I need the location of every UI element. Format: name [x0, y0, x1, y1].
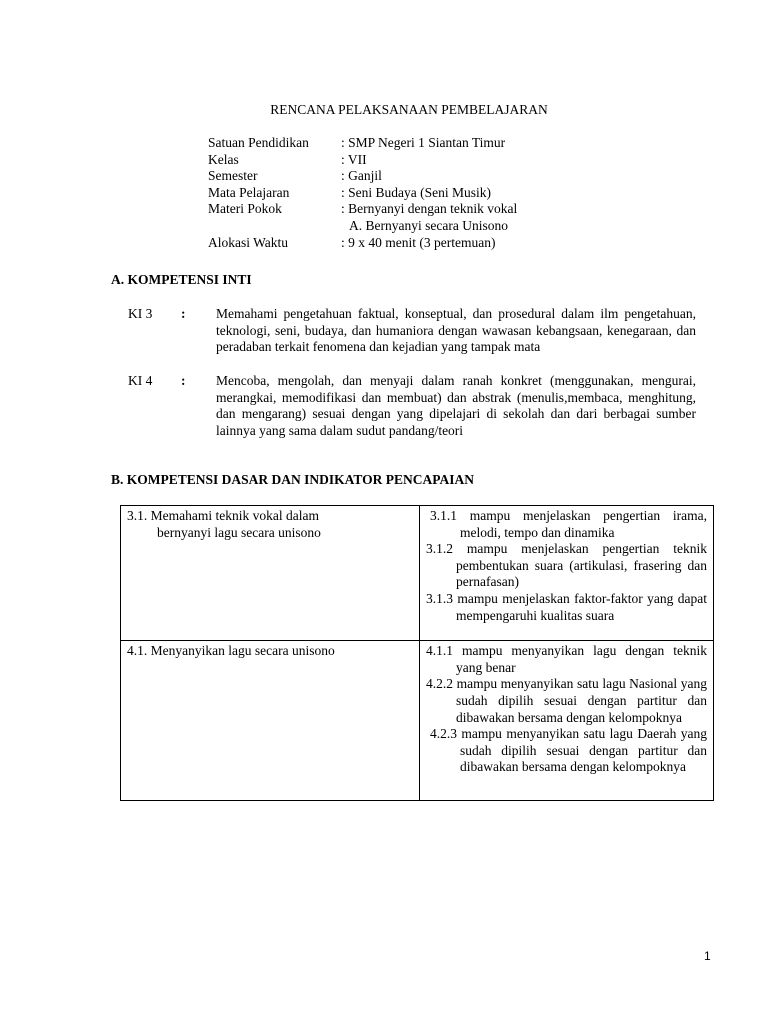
- section-a-heading: A. KOMPETENSI INTI: [111, 272, 252, 287]
- kd-text-cont: bernyanyi lagu secara unisono: [157, 524, 321, 540]
- info-row-semester: [208, 168, 517, 185]
- kd-cell: [121, 641, 420, 801]
- info-value: : Bernyanyi dengan teknik vokal: [341, 201, 518, 217]
- ki3-colon: :: [181, 306, 186, 321]
- indicator-item: 4.2.2 mampu menyanyikan satu lagu Nasional yang sudah dipilih sesuai dengan partitur dan dibawakan bersama dengan kelompoknya: [426, 676, 707, 725]
- info-label: Satuan Pendidikan: [208, 135, 309, 150]
- indicator-item: 4.1.1 mampu menyanyikan lagu dengan teknik yang benar: [426, 643, 707, 675]
- kd-cell: [121, 506, 420, 641]
- kd-text: 3.1. Memahami teknik vokal dalam: [127, 508, 319, 523]
- kd-row: [121, 641, 714, 801]
- info-row-materi: [208, 201, 517, 218]
- info-label: Materi Pokok: [208, 201, 282, 217]
- ki3-text: Memahami pengetahuan faktual, konseptual, dan prosedural dalam ilm pengetahuan, teknologi, seni, budaya, dan humaniora dengan wawasan kebangsaan, kenegaraan, dan peradaban terkait fenomena dan kejadian yang tampak mata: [216, 306, 696, 355]
- ki4-text: Mencoba, mengolah, dan menyaji dalam ranah konkret (menggunakan, mengurai, merangkai, memodifikasi dan membuat) dan abstrak (menulis,membaca, menghitung, dan mengarang) sesuai dengan yang dipelajari di sekolah dan dari berbagai sumber lainnya yang sama dalam sudut pandang/teori: [216, 373, 696, 438]
- document-info-table: [208, 135, 517, 251]
- info-label: Semester: [208, 168, 258, 184]
- indicator-item: 3.1.3 mampu menjelaskan faktor-faktor yang dapat mempengaruhi kualitas suara: [426, 590, 707, 623]
- info-value: : Seni Budaya (Seni Musik): [341, 184, 491, 200]
- info-row-alokasi: [208, 235, 517, 252]
- ki4-colon: :: [181, 373, 186, 388]
- indicator-item: 3.1.2 mampu menjelaskan pengertian teknik pembentukan suara (artikulasi, frasering dan pernafasan): [426, 541, 707, 590]
- page-number: 1: [704, 949, 711, 963]
- info-row-mapel: [208, 185, 517, 202]
- indicator-cell: [420, 506, 714, 641]
- info-row-materi-sub: [208, 218, 517, 235]
- info-label: Kelas: [208, 151, 239, 167]
- section-b-heading: B. KOMPETENSI DASAR DAN INDIKATOR PENCAPAIAN: [111, 472, 475, 487]
- info-value: A. Bernyanyi secara Unisono: [349, 217, 508, 233]
- info-value: : Ganjil: [341, 168, 382, 184]
- info-row-satuan: [208, 135, 517, 152]
- kd-text: 4.1. Menyanyikan lagu secara unisono: [127, 643, 335, 659]
- kd-row: [121, 506, 714, 641]
- kd-indicator-table: [120, 505, 714, 801]
- info-value: : 9 x 40 menit (3 pertemuan): [341, 234, 496, 250]
- indicator-item: 4.2.3 mampu menyanyikan satu lagu Daerah yang sudah dipilih sesuai dengan partitur dan dibawakan bersama dengan kelompoknya: [430, 726, 707, 775]
- indicator-item: 3.1.1 mampu menjelaskan pengertian irama, melodi, tempo dan dinamika: [430, 508, 707, 540]
- info-label: Alokasi Waktu: [208, 234, 289, 250]
- indicator-cell: [420, 641, 714, 801]
- info-label: Mata Pelajaran: [208, 184, 290, 200]
- document-title: RENCANA PELAKSANAAN PEMBELAJARAN: [270, 102, 548, 117]
- info-value: : VII: [341, 151, 367, 167]
- info-row-kelas: [208, 152, 517, 169]
- info-label: [208, 218, 341, 235]
- ki3-code: KI 3: [128, 306, 153, 321]
- info-value: : SMP Negeri 1 Siantan Timur: [341, 135, 506, 150]
- ki4-code: KI 4: [128, 373, 153, 388]
